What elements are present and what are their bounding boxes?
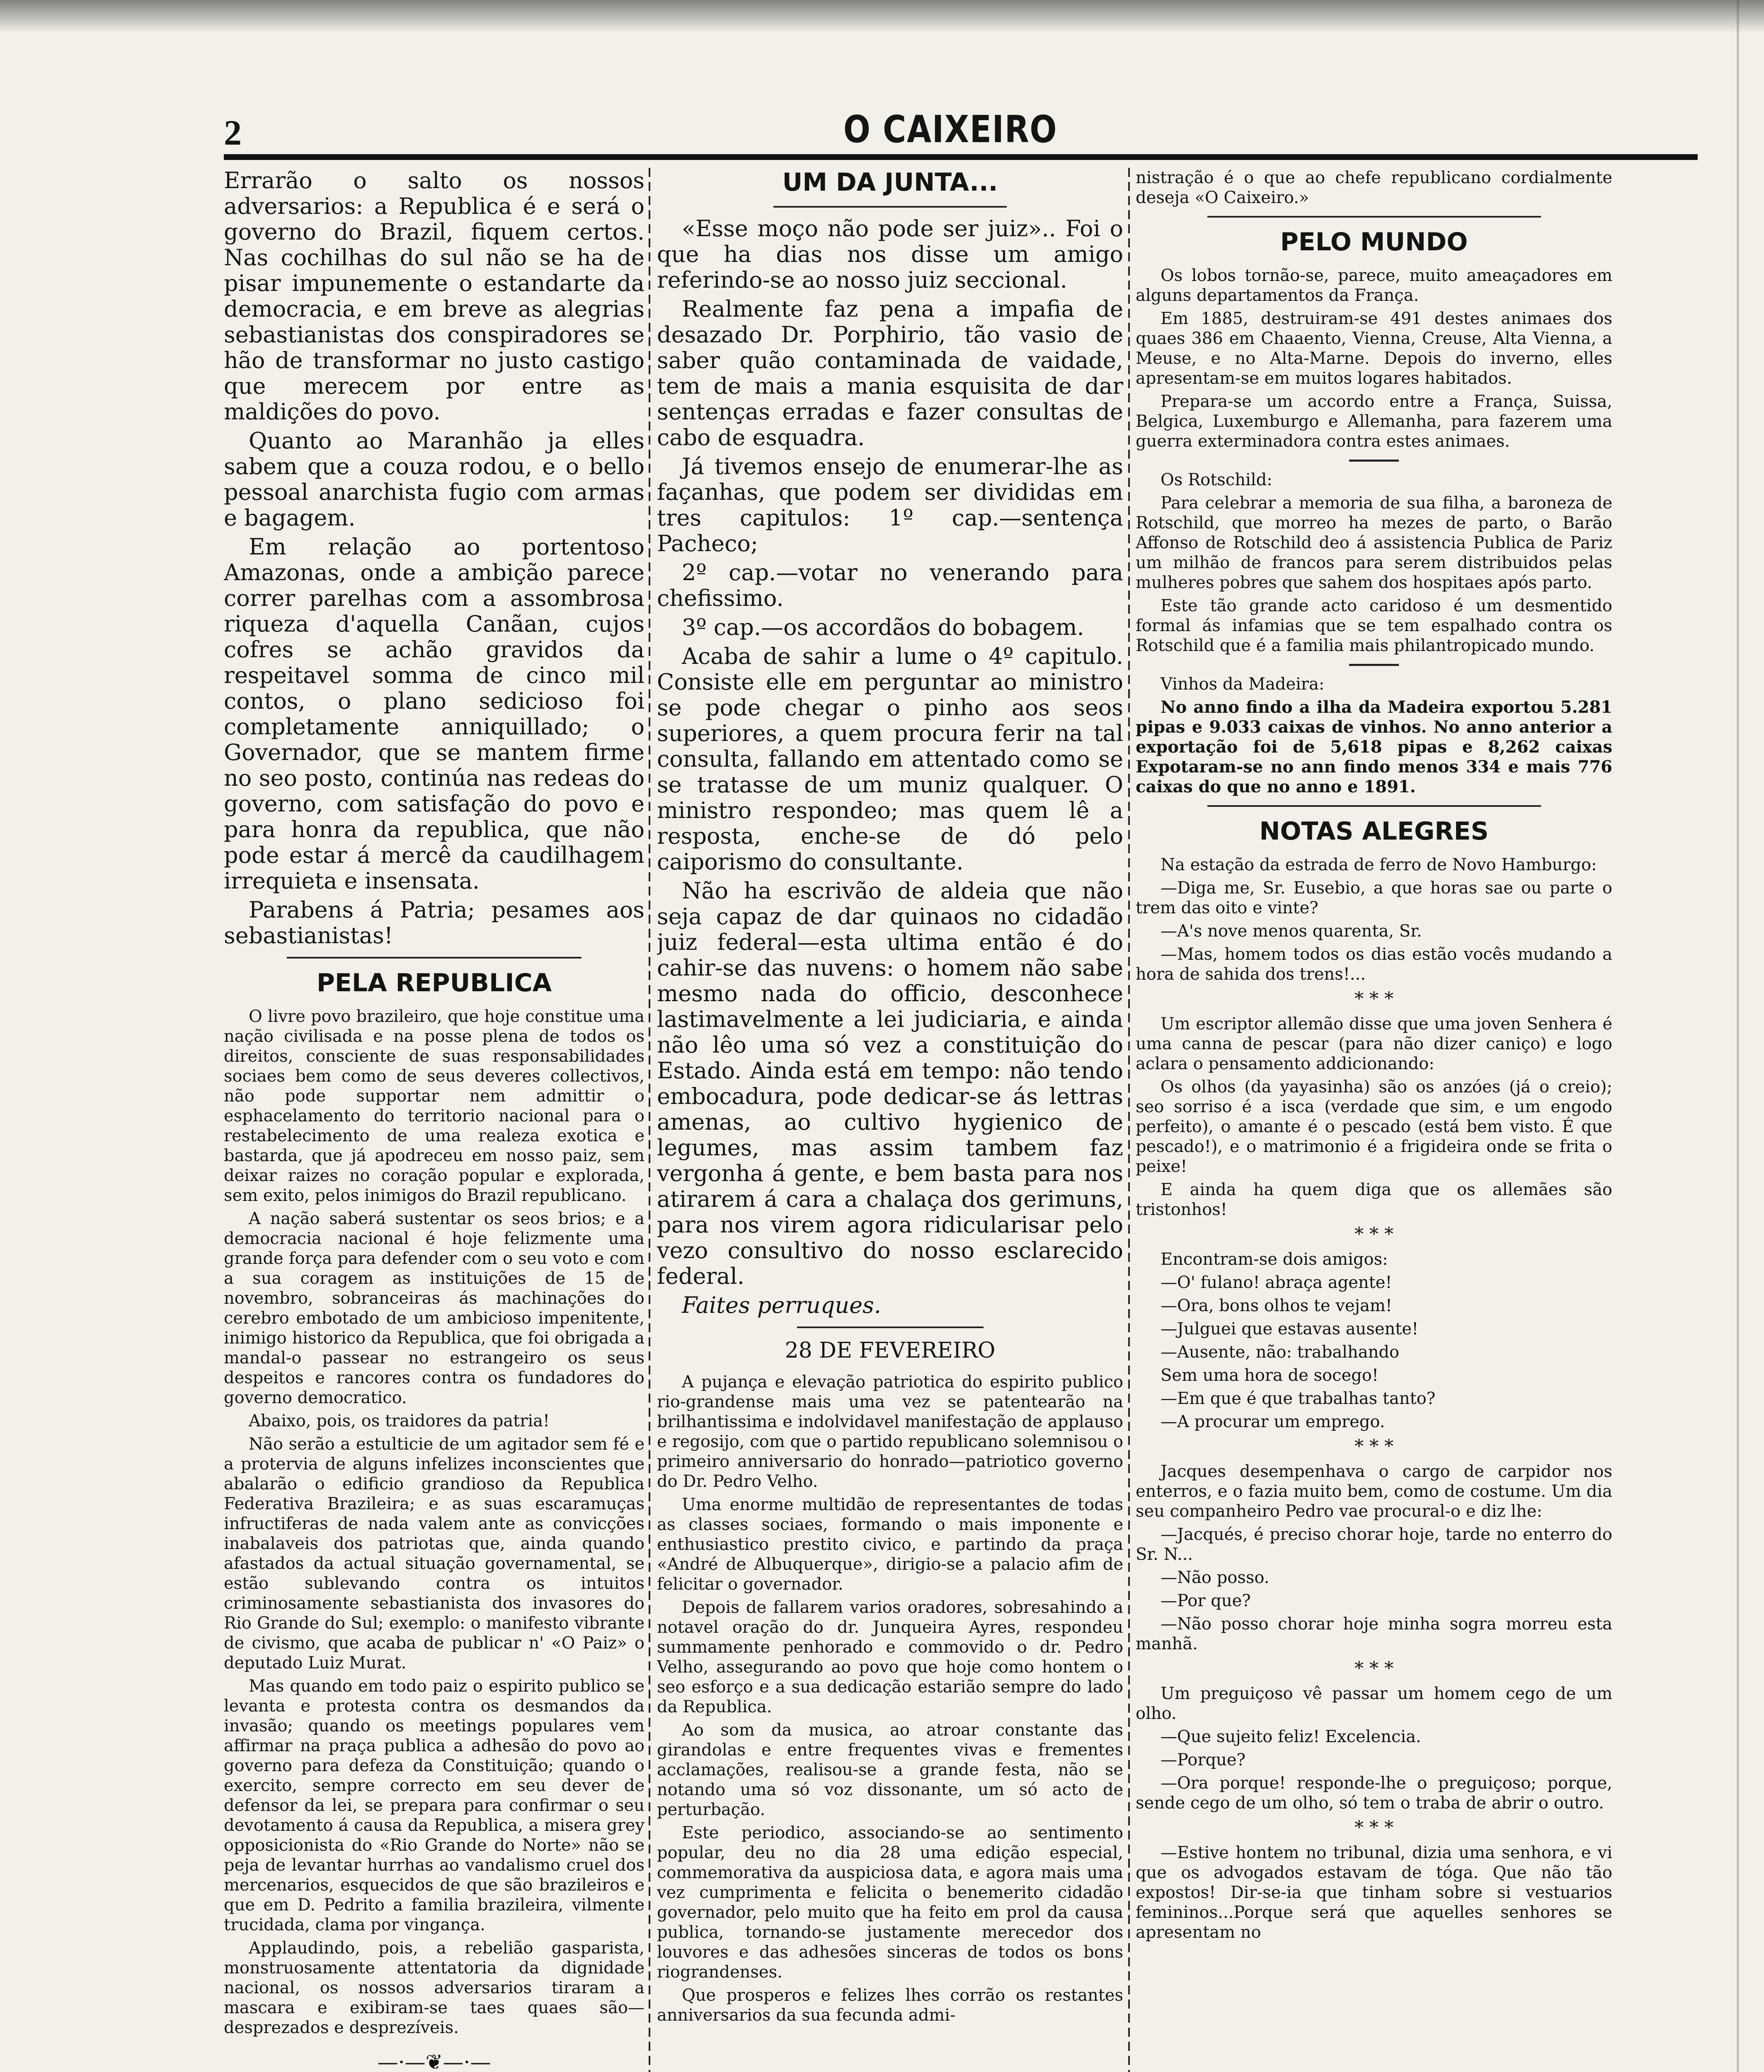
article-paragraph: Uma enorme multidão de representantes de todas as classes sociaes, formando o mais imponente e enthusiastico prestito civico, e partindo da praça «André de Albuquerque», dirigio-se a palacio afim de felicitar o governador. — [657, 1495, 1123, 1594]
article-paragraph: A nação saberá sustentar os seos brios; e a democracia nacional é hoje felizmente uma grande força para defender com o seu voto e com a sua coragem as instituições de 15 de novembro, sobranceiras ás machinações do cerebro embotado de um ambicioso impenitente, inimigo historico da Republica, que foi obrigada a mandal-o passear no estrangeiro os seus despeitos e rancores contra os fundadores do governo democratico. — [224, 1209, 645, 1407]
article-paragraph: No anno findo a ilha da Madeira exportou 5.281 pipas e 9.033 caixas de vinhos. No anno anterior a exportação foi de 5,618 pipas e 8,262 caixas Expotaram-se no ann findo menos 334 e mais 776 caixas do que no anno e 1891. — [1136, 697, 1612, 796]
dialogue-line: —Ausente, não: trabalhando — [1161, 1343, 1400, 1362]
article-paragraph: Vinhos da Madeira: — [1161, 675, 1325, 694]
dialogue-line: —Ora, bons olhos te vejam! — [1161, 1296, 1392, 1315]
dialogue-line: —O' fulano! abraça agente! — [1161, 1273, 1392, 1292]
article-paragraph: Mas quando em todo paiz o espirito publico se levanta e protesta contra os desmandos da invasão; quando os meetings populares vem affirmar na praça publica a adhesão do povo ao governo para defeza da Constituição; quando o exercito, sempre correcto em seu dever de defensor da lei, se prepara para confirmar o seu devotamento á causa da Republica, a misera grey opposicionista do «Rio Grande do Norte» não se peja de levantar hurrhas ao vandalismo cruel dos mercenarios, esquecidos de que são brazileiros e que em D. Pedrito a familia brazileira, vilmente trucidada, clama por vingança. — [224, 1677, 645, 1934]
asterism: * * * — [1354, 1658, 1393, 1679]
article-paragraph: Depois de fallarem varios oradores, sobresahindo a notavel oração do dr. Junqueira Ayres, respondeu summamente penhorado e commovido o dr. Pedro Velho, assegurando ao povo que hoje como hontem o seo esforço e a sua dedicação estarião sempre do lado da Republica. — [657, 1598, 1123, 1716]
article-paragraph: Acaba de sahir a lume o 4º capitulo. Consiste elle em perguntar ao ministro se pode chegar o pinho aos seos superiores, a quem procura ferir na tal consulta, fallando em attentado como se se tratasse de um muniz qualquer. O ministro respondeo; mas quem lê a resposta, enche-se de dó pelo caiporismo do consultante. — [657, 643, 1123, 875]
dialogue-line: —Porque? — [1161, 1750, 1245, 1769]
article-paragraph: Já tivemos ensejo de enumerar-lhe as façanhas, que podem ser divididas em tres capitulos: 1º cap.—sentença Pacheco; — [657, 453, 1123, 557]
dialogue-line: —Julguei que estavas ausente! — [1161, 1319, 1419, 1339]
section-title-notas-alegres: NOTAS ALEGRES — [1259, 817, 1489, 846]
signature: Faites perruques. — [682, 1292, 881, 1318]
dialogue-line: —Que sujeito feliz! Excelencia. — [1161, 1727, 1421, 1746]
article-paragraph: E ainda ha quem diga que os allemães são tristonhos! — [1136, 1180, 1612, 1219]
article-paragraph: Não serão a estulticie de um agitador sem fé e a protervia de alguns infelizes inconscientes que abalarão o edificio grandioso da Republica Federativa Brazileira; e as suas escaramuças infructiferas de nada valem ante as convicções inabalaveis dos patriotas que, ainda quando afastados da actual situação governamental, se estão sublevando contra os intuitos criminosamente sebastianista dos invasores do Rio Grande do Sul; exemplo: o manifesto vibrante de civismo, que acaba de publicar n' «O Paiz» o deputado Luiz Murat. — [224, 1435, 645, 1673]
article-paragraph: Os Rotschild: — [1161, 470, 1272, 489]
article-paragraph: Este periodico, associando-se ao sentimento popular, deu no dia 28 uma edição especial, commemorativa da auspiciosa data, e agora mais uma vez cumprimenta e felicita o benemerito cidadão governador, pelo muito que ha feito em prol da causa publica, tornando-se justamente merecedor dos louvores e das adhesões sinceras de todos os bons riograndenses. — [657, 1823, 1123, 1982]
article-paragraph: Prepara-se um accordo entre a França, Suissa, Belgica, Luxemburgo e Allemanha, para fazerem uma guerra exterminadora contra estes animaes. — [1136, 392, 1612, 451]
divider-dash — [1349, 460, 1399, 462]
article-paragraph: Um escriptor allemão disse que uma joven Senhera é uma canna de pescar (para não dizer caniço) e logo aclara o pensamento addicionando: — [1136, 1014, 1612, 1073]
section-title-pelo-mundo: PELO MUNDO — [1280, 228, 1468, 257]
column-3 — [1136, 168, 1612, 2072]
article-paragraph: «Esse moço não pode ser juiz».. Foi o que ha dias nos disse um amigo referindo-se ao nosso juiz seccional. — [657, 215, 1123, 293]
section-rule — [1207, 216, 1541, 218]
article-paragraph: Ao som da musica, ao atroar constante das girandolas e entre frequentes vivas e frementes acclamações, realisou-se a grande festa, não se notando uma só voz dissonante, um só acto de perturbação. — [657, 1721, 1123, 1819]
article-paragraph: Quanto ao Maranhão ja elles sabem que a couza rodou, e o bello pessoal anarchista fugio com armas e bagagem. — [224, 428, 645, 531]
section-rule — [287, 957, 582, 959]
article-paragraph: 2º cap.—votar no venerando para chefissimo. — [657, 559, 1123, 611]
article-paragraph: Encontram-se dois amigos: — [1161, 1250, 1388, 1269]
article-paragraph: Os lobos tornão-se, parece, muito ameaçadores em alguns departamentos da França. — [1136, 266, 1612, 305]
asterism: * * * — [1354, 1817, 1393, 1838]
column-1 — [224, 168, 645, 2072]
column-divider-1 — [649, 168, 650, 2072]
page-number: 2 — [224, 113, 242, 152]
ornament: —·—❦—·— — [377, 2050, 491, 2072]
article-paragraph: Não ha escrivão de aldeia que não seja capaz de dar quinaos no cidadão juiz federal—esta ultima então é do cahir-se das nuvens: o homem não sabe mesmo nada do officio, desconhece lastimavelmente a lei judiciaria, e ainda não lêo uma só vez a constituição do Estado. Ainda está em tempo: não tendo embocadura, pode dedicar-se ás lettras amenas, ao cultivo hygienico de legumes, mas assim tambem faz vergonha á gente, e bem basta para nos atirarem á cara a chalaça dos gerimuns, para nos virem agora ridicularisar pelo vezo consultivo do nosso esclarecido federal. — [657, 878, 1123, 1289]
article-paragraph: Errarão o salto os nossos adversarios: a Republica é e será o governo do Brazil, fiquem certos. Nas cochilhas do sul não se ha de pisar impunemente o estandarte da democracia, e em breve as alegrias sebastianistas dos conspiradores se hão de transformar no justo castigo que merecem por entre as maldições do povo. — [224, 168, 645, 425]
asterism: * * * — [1354, 988, 1393, 1009]
article-paragraph: Este tão grande acto caridoso é um desmentido formal ás infamias que se tem espalhado contra os Rotschild que é a familia mais philantropicado mundo. — [1136, 596, 1612, 655]
dialogue-line: —Jacqués, é preciso chorar hoje, tarde no enterro do Sr. N... — [1136, 1525, 1612, 1564]
dialogue-line: Sem uma hora de socego! — [1161, 1366, 1379, 1385]
page-edge — [1737, 0, 1739, 2072]
asterism: * * * — [1354, 1436, 1393, 1457]
column-2 — [657, 168, 1123, 2072]
article-paragraph: Os olhos (da yayasinha) são os anzóes (já o creio); seo sorriso é a isca (verdade que sim, e um engodo perfeito), o amante é o pescado (está bem visto. É que pescado!), e o matrimonio é a frigideira onde se frita o peixe! — [1136, 1077, 1612, 1176]
header-rule — [224, 154, 1698, 160]
dialogue-line: —A's nove menos quarenta, Sr. — [1161, 922, 1422, 941]
section-rule — [1207, 805, 1541, 807]
section-title-28-fevereiro: 28 DE FEVEREIRO — [785, 1338, 996, 1363]
section-title-um-da-junta: UM DA JUNTA... — [782, 168, 998, 197]
dialogue-line: —Por que? — [1161, 1591, 1251, 1610]
article-paragraph: Jacques desempenhava o cargo de carpidor nos enterros, e o fazia muito bem, como de costume. Um dia seu companheiro Pedro vae procural-o e diz lhe: — [1136, 1462, 1612, 1521]
dialogue-line: —Diga me, Sr. Eusebio, a que horas sae ou parte o trem das oito e vinte? — [1136, 879, 1612, 917]
article-paragraph: —Estive hontem no tribunal, dizia uma senhora, e vi que os advogados estavam de tóga. Que não tão expostos! Dir-se-ia que tinham sobre si vestuarios femininos...Porque será que aquelles senhores se apresentam no — [1136, 1843, 1612, 1942]
section-rule — [797, 1326, 984, 1328]
article-paragraph: Applaudindo, pois, a rebelião gasparista, monstruosamente attentatoria da dignidade nacional, os nossos adversarios tiraram a mascara e exibiram-se taes quaes são—desprezados e desprezíveis. — [224, 1939, 645, 2037]
dialogue-line: —Não posso. — [1161, 1568, 1270, 1587]
article-paragraph: Na estação da estrada de ferro de Novo Hamburgo: — [1161, 855, 1597, 874]
article-paragraph: Para celebrar a memoria de sua filha, a baroneza de Rotschild, que morreo ha mezes de parto, o Barão Affonso de Rotschild deo á assistencia Publica de Pariz um milhão de francos para serem distribuidos pelas mulheres pobres que sahem dos hospitaes após parto. — [1136, 494, 1612, 592]
dialogue-line: —Em que é que trabalhas tanto? — [1161, 1389, 1436, 1408]
dialogue-line: —A procurar um emprego. — [1161, 1412, 1385, 1431]
column-divider-2 — [1128, 168, 1130, 2072]
dialogue-line: —Mas, homem todos os dias estão vocês mudando a hora de sahida dos trens!... — [1136, 945, 1612, 984]
section-rule — [773, 206, 1007, 208]
divider-dash — [1349, 664, 1399, 666]
section-title-pela-republica: PELA REPUBLICA — [316, 968, 552, 997]
article-paragraph: Um preguiçoso vê passar um homem cego de um olho. — [1136, 1684, 1612, 1723]
article-paragraph: O livre povo brazileiro, que hoje constitue uma nação civilisada e na posse plena de todos os direitos, consciente de suas responsabilidades sociaes bem como de seus deveres collectivos, não pode supportar nem admittir o esphacelamento do territorio nacional para o restabelecimento de uma realeza exotica e bastarda, que já apodreceu em nosso paiz, sem deixar raizes no coração popular e explorada, sem exito, pelos inimigos do Brazil republicano. — [224, 1007, 645, 1205]
asterism: * * * — [1354, 1224, 1393, 1245]
scan-smudge — [0, 0, 1764, 33]
article-paragraph: Em relação ao portentoso Amazonas, onde a ambição parece correr parelhas com a assombrosa riqueza d'aquella Canãan, cujos cofres se achão gravidos da respeitavel somma de cinco mil contos, o plano sedicioso foi completamente anniquillado; o Governador, que se mantem firme no seo posto, continúa nas redeas do governo, com satisfação do povo e para honra da republica, que não pode estar á mercê da caudilhagem irrequieta e insensata. — [224, 534, 645, 894]
article-paragraph: 3º cap.—os accordãos do bobagem. — [682, 614, 1084, 640]
article-paragraph: Realmente faz pena a impafia de desazado Dr. Porphirio, tão vasio de saber quão contaminada de vaidade, tem de mais a mania esquisita de dar sentenças erradas e fazer consultas de cabo de esquadra. — [657, 296, 1123, 450]
article-paragraph: Abaixo, pois, os traidores da patria! — [249, 1411, 550, 1431]
dialogue-line: —Não posso chorar hoje minha sogra morreu esta manhã. — [1136, 1615, 1612, 1653]
article-paragraph: A pujança e elevação patriotica do espirito publico rio-grandense mais uma vez se patentearão na brilhantissima e indolvidavel manifestação de applauso e regosijo, com que o partido republicano solemnisou o primeiro anniversario do honrado—patriotico governo do Dr. Pedro Velho. — [657, 1372, 1123, 1491]
article-paragraph: Em 1885, destruiram-se 491 destes animaes dos quaes 386 em Chaaento, Vienna, Creuse, Alta Vienna, a Meuse, e no Alta-Marne. Depois do inverno, elles apresentam-se em muitos logares habitados. — [1136, 309, 1612, 388]
page-header — [224, 108, 1677, 157]
article-paragraph: Parabens á Patria; pesames aos sebastianistas! — [224, 897, 645, 949]
dialogue-line: —Ora porque! responde-lhe o preguiçoso; porque, sende cego de um olho, só tem o traba de abrir o outro. — [1136, 1774, 1612, 1813]
article-paragraph: Que prosperos e felizes lhes corrão os restantes anniversarios da sua fecunda admi- — [657, 1986, 1123, 2025]
article-paragraph: nistração é o que ao chefe republicano cordialmente deseja «O Caixeiro.» — [1136, 168, 1612, 207]
masthead: O CAIXEIRO — [843, 108, 1058, 151]
